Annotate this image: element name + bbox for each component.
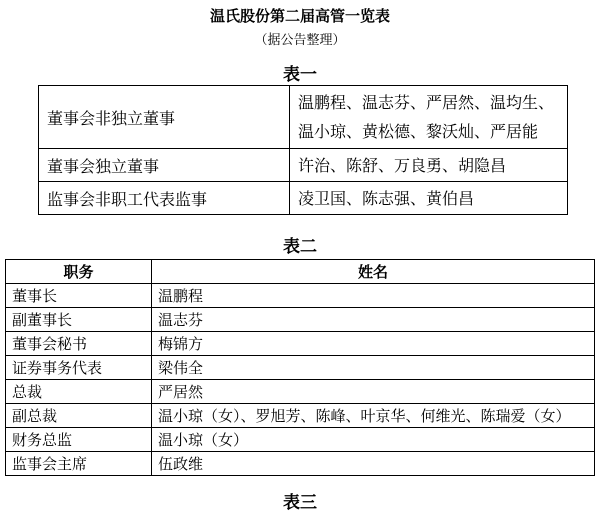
table-row	[39, 149, 568, 182]
table1-caption: 表一	[283, 65, 317, 85]
name-cell: 温鹏程	[152, 284, 595, 308]
table2-caption: 表二	[283, 237, 317, 257]
document-title: 温氏股份第二届高管一览表	[209, 7, 390, 25]
name-cell: 伍政维	[152, 452, 595, 476]
position-cell: 总裁	[6, 380, 152, 404]
executives-table	[5, 259, 595, 476]
table-row	[6, 308, 595, 332]
names-cell: 许治、陈舒、万良勇、胡隐昌	[290, 149, 568, 182]
position-header: 职务	[6, 260, 152, 284]
names-cell	[290, 86, 568, 149]
name-header: 姓名	[152, 260, 595, 284]
board-members-table	[38, 85, 568, 215]
table-row	[6, 380, 595, 404]
table-row	[6, 284, 595, 308]
position-cell: 监事会主席	[6, 452, 152, 476]
names-line: 温小琼、黄松德、黎沃灿、严居能	[298, 122, 539, 141]
table-row	[6, 404, 595, 428]
name-cell: 温志芬	[152, 308, 595, 332]
name-cell: 梁伟全	[152, 356, 595, 380]
table-row	[6, 428, 595, 452]
position-cell: 副董事长	[6, 308, 152, 332]
names-cell: 凌卫国、陈志强、黄伯昌	[290, 182, 568, 215]
name-cell: 梅锦方	[152, 332, 595, 356]
role-cell: 董事会独立董事	[39, 149, 290, 182]
position-cell: 副总裁	[6, 404, 152, 428]
table-row	[6, 332, 595, 356]
table-row	[39, 86, 568, 149]
name-cell: 温小琼（女）	[152, 428, 595, 452]
position-cell: 证券事务代表	[6, 356, 152, 380]
role-cell: 董事会非独立董事	[39, 86, 290, 149]
names-line: 温鹏程、温志芬、严居然、温均生、	[298, 93, 555, 112]
name-cell: 严居然	[152, 380, 595, 404]
table-header-row	[6, 260, 595, 284]
table-row	[6, 356, 595, 380]
position-cell: 财务总监	[6, 428, 152, 452]
position-cell: 董事会秘书	[6, 332, 152, 356]
document-subtitle: （据公告整理）	[254, 33, 346, 48]
name-cell: 温小琼（女）、罗旭芳、陈峰、叶京华、何维光、陈瑞爱（女）	[152, 404, 595, 428]
position-cell: 董事长	[6, 284, 152, 308]
table-row	[6, 452, 595, 476]
table-row	[39, 182, 568, 215]
table3-caption: 表三	[283, 493, 317, 513]
role-cell: 监事会非职工代表监事	[39, 182, 290, 215]
